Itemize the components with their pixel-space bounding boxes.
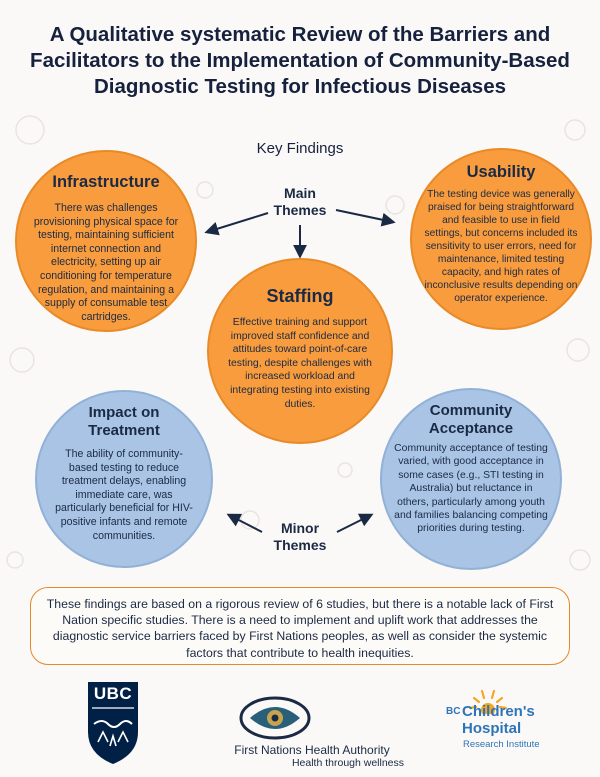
main-themes-label: Main Themes (273, 185, 327, 218)
minor-themes-label: Minor Themes (273, 520, 327, 553)
summary-text: These findings are based on a rigorous review of 6 studies, but there is a notable lack of First Nation specific studies. There is a need to implement and uplift work that addresses the diagnostic service barriers faced by First Nations peoples, as well as consider the systemic factors that contribute to health inequities. (46, 597, 554, 660)
summary-box (30, 587, 570, 665)
arrow-to-impact (229, 515, 262, 532)
community-title: Community Acceptance (428, 402, 514, 437)
fnha-tagline: Health through wellness (291, 757, 405, 769)
bcch-prefix: BC (446, 706, 461, 717)
fnha-emblem-icon (236, 692, 314, 742)
ubc-logo (86, 682, 140, 764)
bcch-name: Children's Hospital (462, 703, 535, 737)
arrow-to-usability (336, 210, 393, 222)
staffing-circle (207, 258, 393, 444)
staffing-body: Effective training and support improved staff confidence and attitudes toward point-of-care testing, despite challenges with increased workload and integrating testing into existing duties. (228, 317, 372, 410)
arrow-to-community (337, 515, 371, 532)
ubc-text: UBC (93, 684, 133, 703)
community-acceptance-circle (380, 388, 562, 570)
impact-body: The ability of community-based testing to reduce treatment delays, enabling immediate care, was particularly beneficial for HIV-positive infants and remote communities. (55, 448, 193, 542)
impact-title: Impact on Treatment (88, 404, 160, 439)
usability-title: Usability (466, 163, 536, 181)
impact-circle (35, 390, 213, 568)
infrastructure-circle (15, 150, 197, 332)
page-title: A Qualitative systematic Review of the Barriers and Facilitators to the Implementation of Community-Based Diagnostic Testing for Infectious Diseases (30, 23, 570, 98)
fnha-name: First Nations Health Authority (234, 743, 390, 757)
usability-circle (410, 148, 592, 330)
usability-body: The testing device was generally praised for being straightforward and feasible to use in field settings, but concerns included its sensitivity to user errors, need for maintenance, limited testing capacity, and high rates of inconclusive results depending on operator experience. (424, 189, 578, 304)
infrastructure-body: There was challenges provisioning physical space for testing, maintaining sufficient internet connection and electricity, setting up air conditioning for temperature regulation, and maintaining a supply of consumable test cartridges. (33, 202, 179, 323)
arrow-to-infrastructure (207, 213, 268, 232)
staffing-title: Staffing (266, 286, 334, 306)
community-body: Community acceptance of testing varied, with good acceptance in some cases (e.g., STI testing in Australia) but reluctance in others, particularly among youth and families balancing competing priorities during testing. (394, 443, 548, 535)
infrastructure-title: Infrastructure (52, 173, 160, 191)
bcch-institute: Research Institute (463, 739, 540, 750)
page-subtitle: Key Findings (256, 140, 344, 157)
